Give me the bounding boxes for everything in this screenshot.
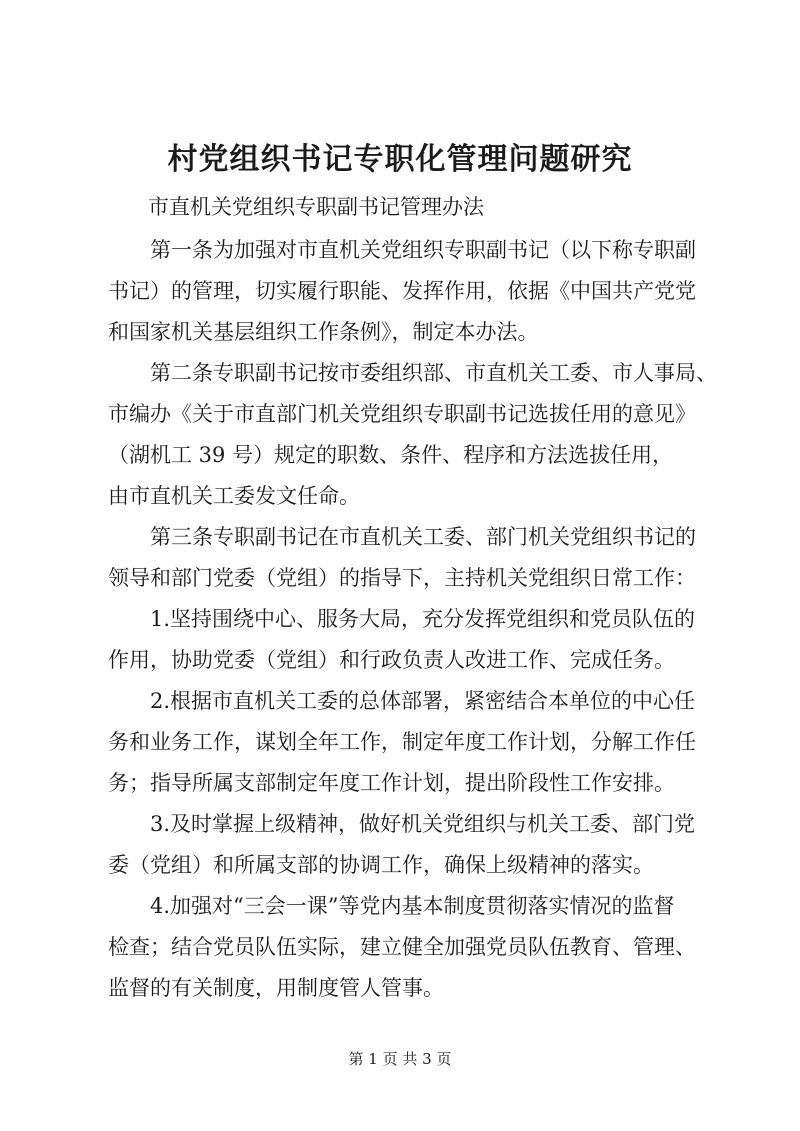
paragraph-article-3: [108, 517, 708, 599]
text-line: 2.根据市直机关工委的总体部署，紧密结合本单位的中心任: [108, 689, 696, 713]
text-line: 第三条专职副书记在市直机关工委、部门机关党组织书记的: [108, 525, 696, 549]
paragraph-item-4: [108, 886, 708, 1009]
paragraph-item-2: [108, 681, 708, 804]
text-line: 由市直机关工委发文任命。: [108, 484, 360, 508]
text-line: 检查；结合党员队伍实际，建立健全加强党员队伍教育、管理、: [108, 935, 696, 959]
text-line: 1.坚持围绕中心、服务大局，充分发挥党组织和党员队伍的: [108, 607, 696, 631]
text-line: 书记）的管理，切实履行职能、发挥作用，依据《中国共产党党: [108, 279, 696, 303]
text-line: 监督的有关制度，用制度管人管事。: [108, 976, 444, 1000]
text-line: 和国家机关基层组织工作条例》，制定本办法。: [108, 320, 539, 344]
paragraph-article-1: [108, 230, 708, 353]
page-number-footer: 第 1 页 共 3 页: [348, 1050, 452, 1068]
paragraph-item-3: [108, 804, 708, 886]
text-line: 3.及时掌握上级精神，做好机关党组织与机关工委、部门党: [108, 812, 696, 836]
document-title: 村党组织书记专职化管理问题研究: [167, 142, 633, 177]
text-line: 领导和部门党委（党组）的指导下，主持机关党组织日常工作：: [108, 566, 696, 590]
text-line: 务；指导所属支部制定年度工作计划，提出阶段性工作安排。: [108, 771, 675, 795]
text-line: 第一条为加强对市直机关党组织专职副书记（以下称专职副: [108, 238, 696, 262]
paragraph-item-1: [108, 599, 708, 681]
document-subtitle: 市直机关党组织专职副书记管理办法: [148, 195, 484, 219]
text-line: 4.加强对“三会一课”等党内基本制度贯彻落实情况的监督: [108, 894, 675, 918]
text-line: 委（党组）和所属支部的协调工作，确保上级精神的落实。: [108, 853, 654, 877]
text-line: 务和业务工作，谋划全年工作，制定年度工作计划，分解工作任: [108, 730, 696, 754]
text-line: 作用，协助党委（党组）和行政负责人改进工作、完成任务。: [108, 648, 675, 672]
text-line: （湖机工 39 号）规定的职数、条件、程序和方法选拔任用，: [108, 443, 674, 467]
paragraph-article-2: [108, 353, 717, 517]
text-line: 第二条专职副书记按市委组织部、市直机关工委、市人事局、: [108, 361, 717, 385]
text-line: 市编办《关于市直部门机关党组织专职副书记选拔任用的意见》: [108, 402, 696, 426]
